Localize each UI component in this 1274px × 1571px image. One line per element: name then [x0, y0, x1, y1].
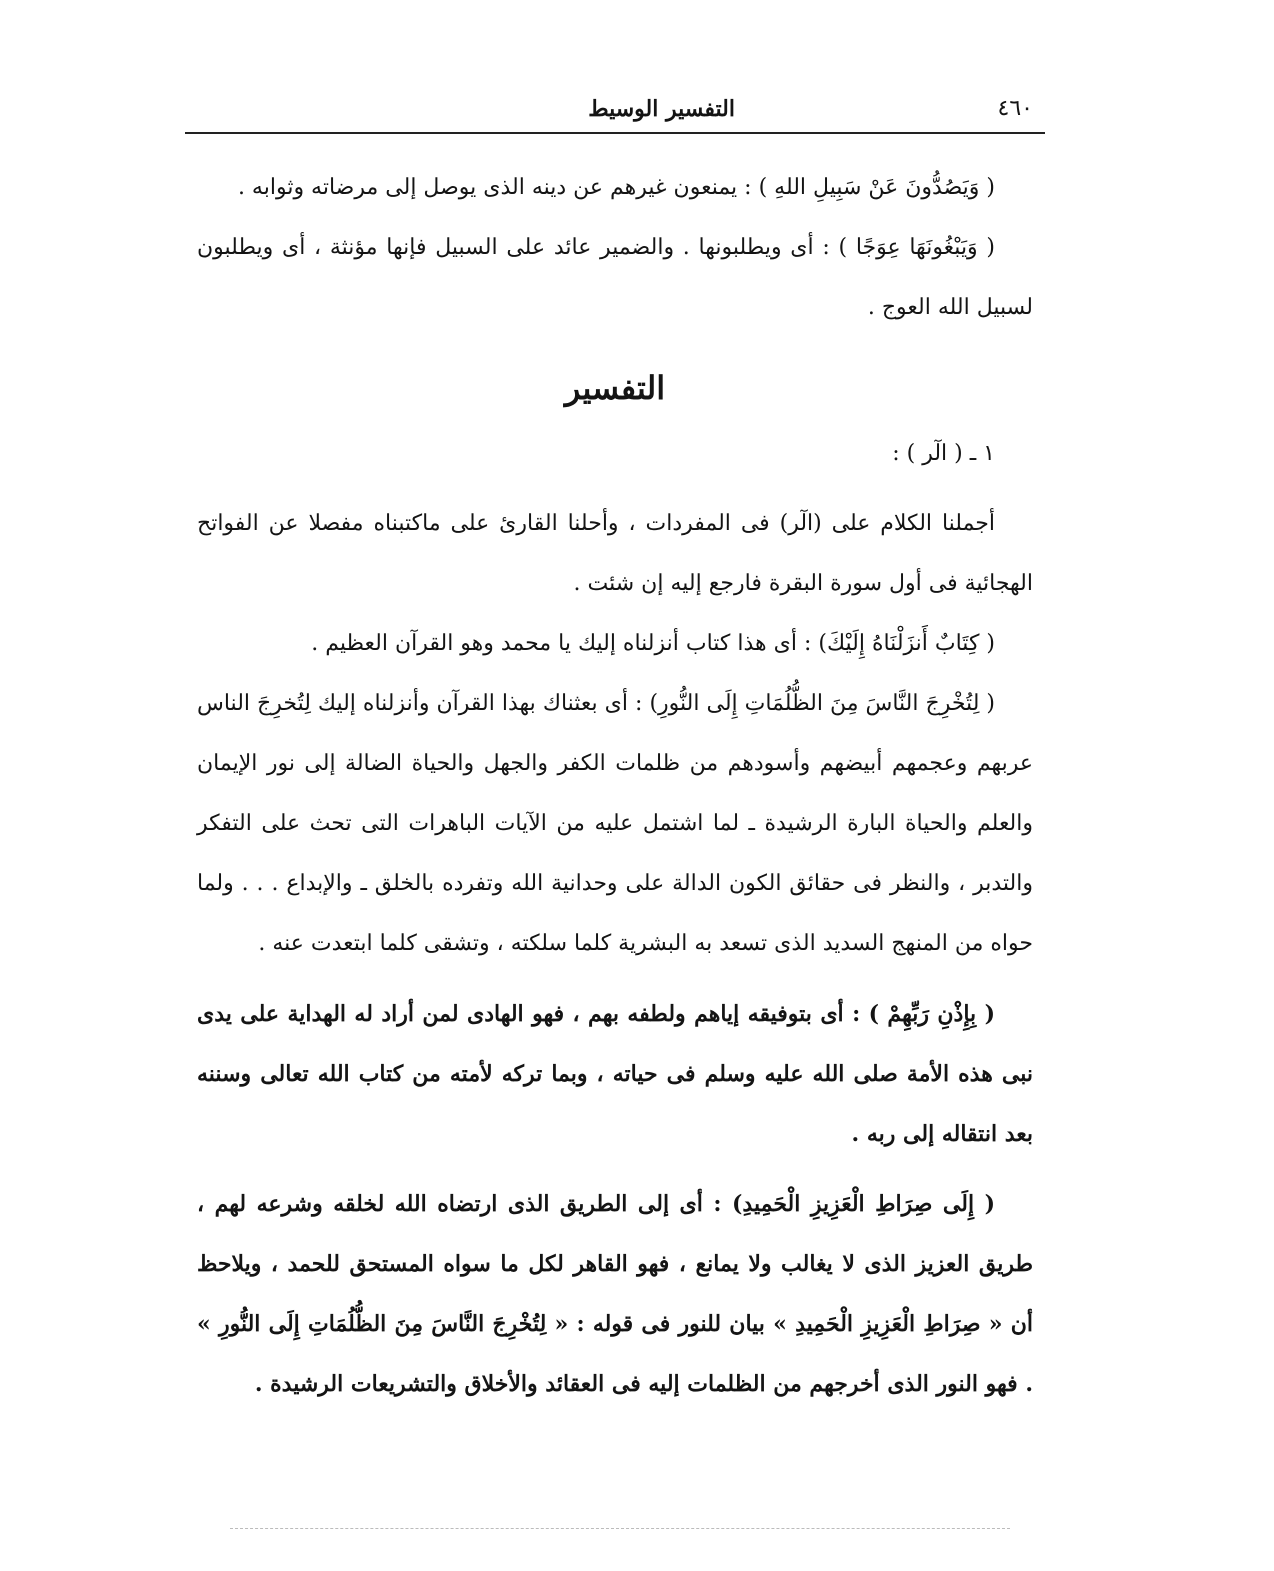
document-page: [185, 88, 1045, 1528]
commentary-paragraph: ( لِتُخْرِجَ النَّاسَ مِنَ الظُّلُمَاتِ إِلَى النُّورِ) : أى بعثناك بهذا القرآن وأنزلناه إليك لِتُخرِجَ الناس عربهم وعجمهم أبيضهم وأسودهم من ظلمات الكفر والجهل والحياة الضالة إلى نور الإيمان والعلم والحياة البارة الرشيدة ـ لما اشتمل عليه من الآيات الباهرات التى تحث على التفكر والتدبر ، والنظر فى حقائق الكون الدالة على وحدانية الله وتفرده بالخلق ـ والإبداع . . . ولما حواه من المنهج السديد الذى تسعد به البشرية كلما سلكته ، وتشقى كلما ابتعدت عنه .: [197, 691, 1033, 956]
page-header: [185, 88, 1045, 128]
header-rule: [185, 132, 1045, 134]
verse-heading: ١ ـ ( الٓر ) :: [892, 441, 995, 466]
page-body: [185, 158, 1045, 1414]
commentary-paragraph: أجملنا الكلام على (الٓر) فى المفردات ، وأحلنا القارئ على ماكتبناه مفصلا عن الفواتح الهجائية فى أول سورة البقرة فارجع إليه إن شئت .: [197, 511, 1033, 596]
footer-line: [230, 1528, 1010, 1529]
running-title: التفسير الوسيط: [588, 96, 735, 122]
vocabulary-entry: ( وَيَبْغُونَهَا عِوَجًا ) : أى ويطلبونها . والضمير عائد على السبيل فإنها مؤنثة ، أى ويطلبون لسبيل الله العوج .: [197, 235, 1033, 320]
commentary-paragraph: ( كِتَابٌ أَنزَلْنَاهُ إِلَيْكَ) : أى هذا كتاب أنزلناه إليك يا محمد وهو القرآن العظيم .: [311, 631, 995, 656]
vocabulary-entry: ( وَيَصُدُّونَ عَنْ سَبِيلِ اللهِ ) : يمنعون غيرهم عن دينه الذى يوصل إلى مرضاته وثوابه .: [237, 175, 995, 200]
section-title: التفسير: [564, 369, 666, 407]
commentary-paragraph: ( إِلَى صِرَاطِ الْعَزِيزِ الْحَمِيدِ) : أى إلى الطريق الذى ارتضاه الله لخلقه وشرعه لهم ، طريق العزيز الذى لا يغالب ولا يمانع ، فهو القاهر لكل ما سواه المستحق للحمد ، ويلاحظ أن « صِرَاطِ الْعَزِيزِ الْحَمِيدِ » بيان للنور فى قوله : « لِتُخْرِجَ النَّاسَ مِنَ الظُّلُمَاتِ إِلَى النُّورِ » . فهو النور الذى أخرجهم من الظلمات إليه فى العقائد والأخلاق والتشريعات الرشيدة .: [197, 1191, 1033, 1397]
page-number: ٤٦٠: [997, 96, 1033, 121]
commentary-paragraph: ( بِإِذْنِ رَبِّهِمْ ) : أى بتوفيقه إياهم ولطفه بهم ، فهو الهادى لمن أراد له الهداية على يدى نبى هذه الأمة صلى الله عليه وسلم فى حياته ، وبما تركه لأمته من كتاب الله تعالى وسننه بعد انتقاله إلى ربه .: [197, 1001, 1033, 1147]
